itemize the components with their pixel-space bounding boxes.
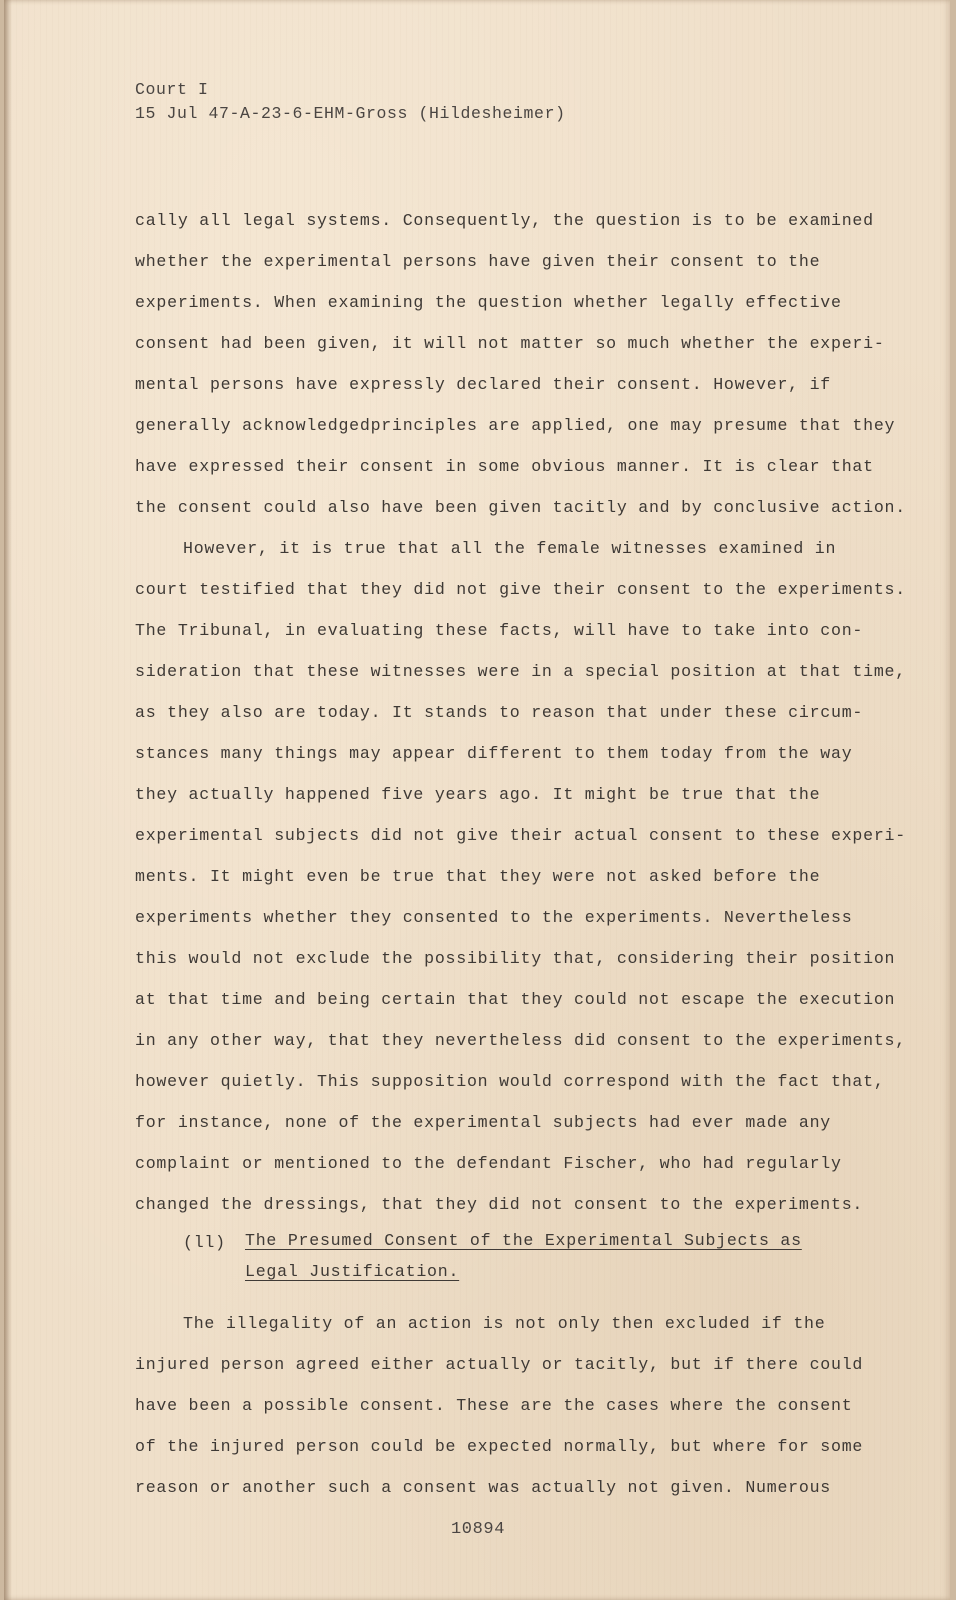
page-left-edge [4, 0, 12, 1600]
text-line: However, it is true that all the female witnesses examined in [183, 539, 837, 558]
text-line: reason or another such a consent was actually not given. Numerous [135, 1478, 832, 1497]
document-body [135, 200, 906, 1508]
text-line: consent had been given, it will not matter so much whether the experi- [135, 334, 885, 353]
text-line: The Tribunal, in evaluating these facts, will have to take into con- [135, 621, 864, 640]
text-line: experimental subjects did not give their actual consent to these experi- [135, 826, 906, 845]
text-line: the consent could also have been given tacitly and by conclusive action. [135, 498, 906, 517]
text-line: mental persons have expressly declared their consent. However, if [135, 375, 832, 394]
document-page [4, 0, 950, 1600]
text-line: whether the experimental persons have given their consent to the [135, 252, 821, 271]
text-line: cally all legal systems. Consequently, the question is to be examined [135, 211, 874, 230]
section-heading [135, 1225, 875, 1297]
page-number: 10894 [451, 1520, 506, 1539]
text-line: of the injured person could be expected normally, but where for some [135, 1437, 864, 1456]
section-title [245, 1225, 802, 1287]
section-title-line: Legal Justification. [245, 1262, 460, 1281]
text-line: experiments. When examining the question whether legally effective [135, 293, 842, 312]
text-line: ments. It might even be true that they were not asked before the [135, 867, 821, 886]
text-line: generally acknowledgedprinciples are applied, one may presume that they [135, 416, 896, 435]
text-line: in any other way, that they nevertheless did consent to the experiments, [135, 1031, 906, 1050]
text-line: have expressed their consent in some obvious manner. It is clear that [135, 457, 874, 476]
section-title-line: The Presumed Consent of the Experimental Subjects as [245, 1231, 802, 1250]
text-line: have been a possible consent. These are the cases where the consent [135, 1396, 853, 1415]
text-line: injured person agreed either actually or tacitly, but if there could [135, 1355, 864, 1374]
text-line: stances many things may appear different to them today from the way [135, 744, 853, 763]
text-line: at that time and being certain that they could not escape the execution [135, 990, 896, 1009]
text-line: court testified that they did not give their consent to the experiments. [135, 580, 906, 599]
text-line: this would not exclude the possibility that, considering their position [135, 949, 896, 968]
text-line: complaint or mentioned to the defendant Fischer, who had regularly [135, 1154, 842, 1173]
document-header [135, 78, 566, 126]
section-number: (ll) [183, 1233, 226, 1252]
text-line: they actually happened five years ago. It might be true that the [135, 785, 821, 804]
text-line: The illegality of an action is not only then excluded if the [183, 1314, 826, 1333]
court-label: Court I [135, 80, 209, 99]
text-line: as they also are today. It stands to reason that under these circum- [135, 703, 864, 722]
document-reference: 15 Jul 47-A-23-6-EHM-Gross (Hildesheimer) [135, 104, 566, 123]
text-line: however quietly. This supposition would correspond with the fact that, [135, 1072, 885, 1091]
text-line: for instance, none of the experimental subjects had ever made any [135, 1113, 832, 1132]
text-line: sideration that these witnesses were in a special position at that time, [135, 662, 906, 681]
text-line: experiments whether they consented to the experiments. Nevertheless [135, 908, 853, 927]
text-line: changed the dressings, that they did not consent to the experiments. [135, 1195, 864, 1214]
